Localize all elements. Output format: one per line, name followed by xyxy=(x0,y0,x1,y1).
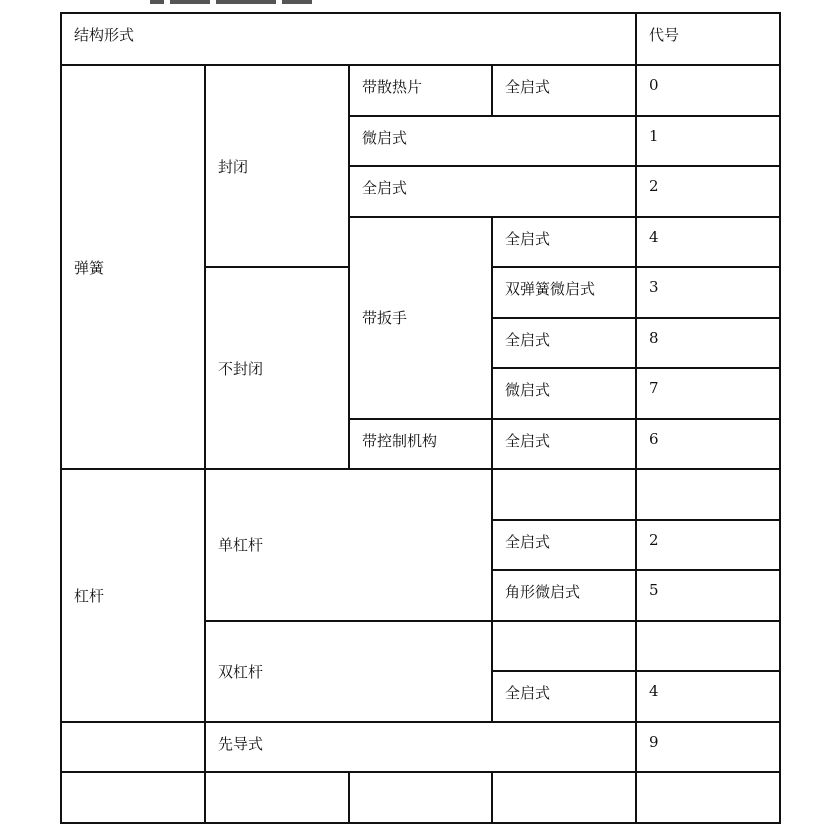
group-with-heat-sink: 带散热片 xyxy=(349,65,492,116)
cell-empty xyxy=(349,772,492,823)
cell-type: 微启式 xyxy=(492,368,636,419)
header-code: 代号 xyxy=(636,13,780,65)
group-with-wrench: 带扳手 xyxy=(349,217,492,419)
cell-empty xyxy=(636,772,780,823)
valve-code-table xyxy=(60,12,781,824)
cell-type: 全启式 xyxy=(492,217,636,268)
cell-empty xyxy=(61,772,205,823)
group-sealed: 封闭 xyxy=(205,65,349,267)
cell-type: 双弹簧微启式 xyxy=(492,267,636,318)
cropped-caption xyxy=(150,0,320,5)
cell-type: 全启式 xyxy=(492,671,636,722)
cell-type: 全启式 xyxy=(349,166,636,217)
cell-code: 3 xyxy=(636,267,780,318)
cell-type: 微启式 xyxy=(349,116,636,167)
cell-type: 全启式 xyxy=(492,419,636,470)
table-row xyxy=(61,469,780,520)
cell-code: 4 xyxy=(636,671,780,722)
cell-code xyxy=(636,621,780,672)
table-row-empty xyxy=(61,772,780,823)
cell-type: 全启式 xyxy=(492,520,636,571)
cell-code: 8 xyxy=(636,318,780,369)
cell-type: 全启式 xyxy=(492,65,636,116)
group-spring: 弹簧 xyxy=(61,65,205,469)
group-unsealed: 不封闭 xyxy=(205,267,349,469)
cell-code: 1 xyxy=(636,116,780,167)
table-row xyxy=(61,65,780,116)
group-lever: 杠杆 xyxy=(61,469,205,722)
cell-type: 全启式 xyxy=(492,318,636,369)
cell-code: 2 xyxy=(636,166,780,217)
group-single-lever: 单杠杆 xyxy=(205,469,492,621)
cell-type: 角形微启式 xyxy=(492,570,636,621)
group-with-control: 带控制机构 xyxy=(349,419,492,470)
cell-code: 4 xyxy=(636,217,780,268)
table-header-row xyxy=(61,13,780,65)
cell-code xyxy=(636,469,780,520)
table-row xyxy=(61,722,780,773)
group-pilot: 先导式 xyxy=(205,722,636,773)
cell-empty xyxy=(61,722,205,773)
header-structure: 结构形式 xyxy=(61,13,636,65)
group-double-lever: 双杠杆 xyxy=(205,621,492,722)
cell-code: 5 xyxy=(636,570,780,621)
cell-code: 2 xyxy=(636,520,780,571)
cell-type xyxy=(492,469,636,520)
cell-code: 6 xyxy=(636,419,780,470)
cell-code: 9 xyxy=(636,722,780,773)
cell-empty xyxy=(205,772,349,823)
cell-type xyxy=(492,621,636,672)
cell-code: 0 xyxy=(636,65,780,116)
cell-code: 7 xyxy=(636,368,780,419)
cell-empty xyxy=(492,772,636,823)
